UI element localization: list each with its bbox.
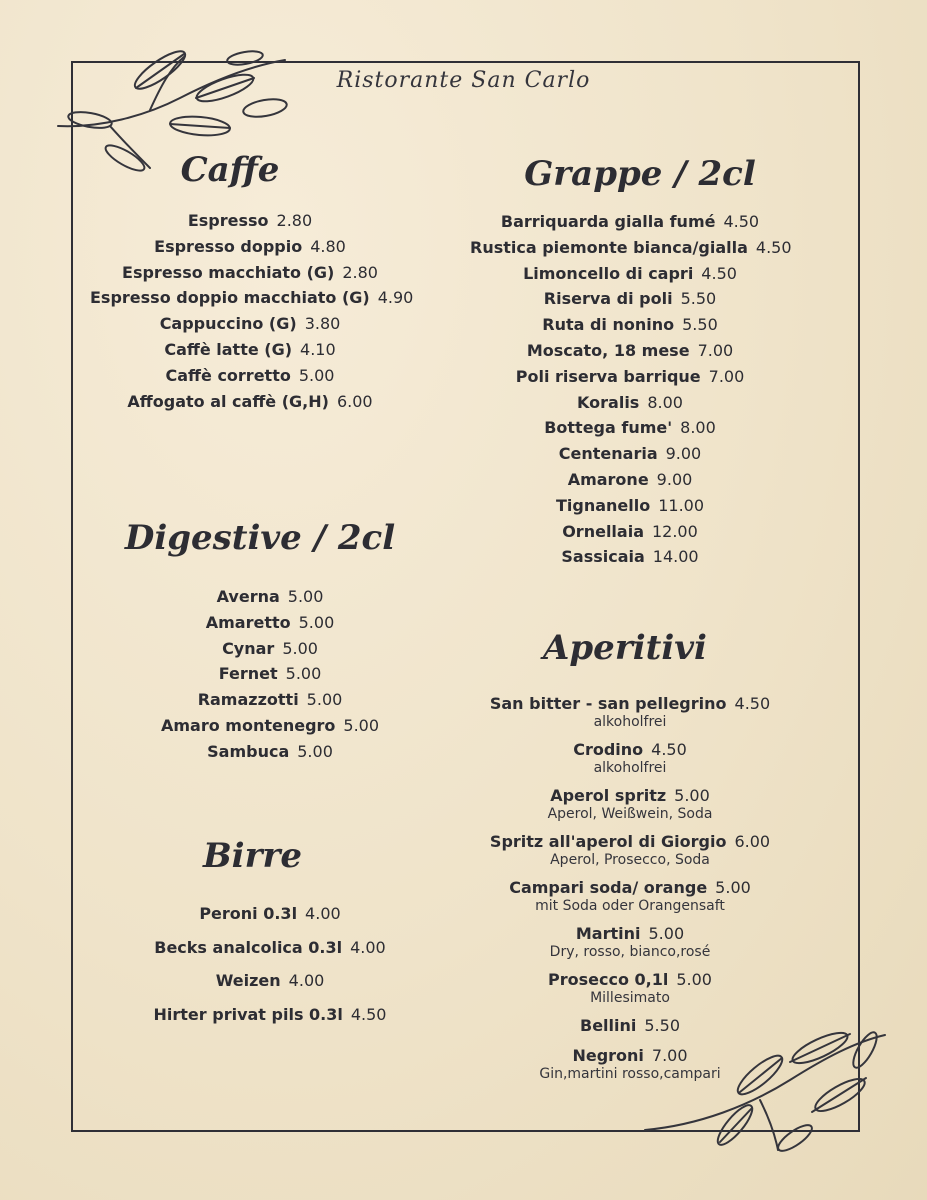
menu-item: [470, 544, 790, 570]
item-name: Moscato, 18 mese: [526, 340, 690, 360]
item-name: Limoncello di capri: [523, 263, 694, 283]
item-name: Becks analcolica 0.3l: [154, 937, 343, 957]
item-name: Negroni: [572, 1046, 644, 1065]
item-price: 5.00: [285, 664, 322, 684]
menu-item: [120, 931, 420, 965]
item-price: 9.00: [656, 469, 693, 489]
item-price: 7.00: [651, 1046, 688, 1065]
menu-item: [470, 786, 790, 822]
item-name: Ramazzotti: [197, 690, 299, 710]
item-price: 4.10: [300, 339, 336, 359]
item-price: 4.00: [288, 971, 325, 990]
menu-item: [120, 636, 420, 662]
item-price: 5.00: [648, 924, 685, 943]
menu-item: [470, 364, 790, 390]
item-name: Peroni 0.3l: [199, 904, 298, 923]
menu-item: [120, 661, 420, 687]
item-price: 5.00: [298, 612, 335, 632]
item-name: Amaro montenegro: [160, 715, 336, 735]
item-name: Barriquarda gialla fumé: [500, 212, 716, 231]
item-price: 12.00: [651, 521, 698, 541]
menu-item: [120, 998, 420, 1032]
item-price: 5.00: [297, 741, 333, 761]
item-name: Espresso: [187, 211, 269, 230]
item-price: 8.00: [647, 392, 683, 412]
item-price: 11.00: [658, 495, 705, 515]
item-name: Sassicaia: [561, 547, 645, 567]
item-price: 4.90: [377, 288, 414, 308]
item-name: Poli riserva barrique: [515, 366, 701, 386]
item-price: 3.80: [304, 314, 341, 334]
menu-item: [90, 260, 410, 286]
item-description: Gin,martini rosso,campari: [539, 1066, 721, 1082]
item-price: 14.00: [652, 547, 699, 567]
item-name: Crodino: [573, 740, 644, 759]
item-description: alkoholfrei: [593, 714, 667, 730]
item-price: 5.50: [644, 1016, 680, 1035]
menu-item: [470, 878, 790, 914]
item-name: Caffè corretto: [165, 365, 291, 385]
item-description: Aperol, Prosecco, Soda: [550, 852, 710, 868]
item-price: 5.50: [680, 289, 717, 309]
item-price: 5.50: [682, 315, 718, 335]
menu-item: [90, 311, 410, 337]
menu-item: [90, 208, 410, 234]
menu-item: [470, 493, 790, 519]
menu-item: [120, 687, 420, 713]
digestive-section: [120, 516, 420, 765]
menu-item: [120, 610, 420, 636]
menu-item: [470, 415, 790, 441]
item-name: Ruta di nonino: [542, 315, 675, 335]
item-name: Riserva di poli: [543, 289, 673, 309]
item-name: San bitter - san pellegrino: [489, 694, 727, 713]
item-name: Espresso macchiato (G): [122, 262, 335, 282]
item-price: 4.00: [350, 937, 386, 957]
birre-list: [120, 897, 420, 1031]
menu-item: [470, 1016, 790, 1036]
aperitivi-section: [470, 626, 790, 1092]
item-name: Sambuca: [207, 741, 290, 761]
item-price: 8.00: [680, 418, 716, 438]
item-name: Caffè latte (G): [164, 339, 293, 359]
menu-item: [470, 286, 790, 312]
caffe-heading: Caffe: [180, 150, 280, 190]
menu-item: [470, 740, 790, 776]
menu-item: [470, 390, 790, 416]
item-price: 4.00: [305, 904, 341, 923]
item-name: Ornellaia: [562, 521, 644, 541]
menu-item: [470, 519, 790, 545]
item-description: Millesimato: [590, 990, 670, 1006]
grappe-section: [470, 152, 790, 570]
menu-item: [470, 467, 790, 493]
grappe-list: [470, 209, 790, 570]
item-price: 4.50: [734, 694, 771, 713]
caffe-list: [90, 208, 414, 414]
item-price: 9.00: [665, 444, 702, 464]
item-name: Bellini: [580, 1016, 637, 1035]
item-price: 5.00: [676, 970, 712, 989]
item-name: Cappuccino (G): [159, 314, 297, 334]
menu-item: [470, 832, 790, 868]
restaurant-name: Ristorante San Carlo: [336, 68, 591, 93]
menu-item: [470, 235, 790, 261]
item-price: 5.00: [287, 587, 324, 606]
menu-item: [120, 897, 420, 931]
item-price: 2.80: [342, 262, 378, 282]
item-name: Prosecco 0,1l: [548, 970, 669, 989]
aperitivi-heading: Aperitivi: [543, 628, 707, 668]
item-price: 4.80: [310, 236, 346, 256]
item-price: 7.00: [697, 340, 734, 360]
item-name: Fernet: [218, 664, 278, 684]
item-description: alkoholfrei: [593, 760, 667, 776]
item-price: 5.00: [715, 878, 751, 897]
digestive-heading: Digestive / 2cl: [124, 518, 396, 558]
item-name: Campari soda/ orange: [509, 878, 708, 897]
item-price: 4.50: [651, 740, 687, 759]
item-name: Centenaria: [558, 444, 658, 464]
menu-item: [470, 441, 790, 467]
item-price: 4.50: [701, 263, 737, 283]
menu-item: [470, 209, 790, 235]
item-name: Affogato al caffè (G,H): [127, 391, 329, 411]
item-name: Aperol spritz: [550, 786, 667, 805]
menu-item: [120, 584, 420, 610]
menu-item: [470, 1046, 790, 1082]
item-name: Amaretto: [205, 612, 291, 632]
item-price: 2.80: [276, 211, 313, 230]
birre-section: [120, 834, 420, 1031]
item-price: 6.00: [336, 391, 373, 411]
menu-item: [470, 924, 790, 960]
item-price: 5.00: [298, 365, 335, 385]
menu-item: [90, 234, 410, 260]
menu-item: [90, 337, 410, 363]
item-name: Cynar: [222, 638, 275, 658]
menu-item: [120, 739, 420, 765]
menu-item: [470, 338, 790, 364]
item-name: Rustica piemonte bianca/gialla: [470, 237, 748, 257]
caffe-section: [90, 148, 414, 414]
menu-item: [120, 713, 420, 739]
item-price: 6.00: [734, 832, 771, 851]
item-name: Martini: [575, 924, 641, 943]
item-description: Aperol, Weißwein, Soda: [547, 806, 713, 822]
item-name: Bottega fume': [544, 418, 673, 438]
menu-item: [470, 970, 790, 1006]
item-price: 5.00: [282, 638, 318, 658]
item-name: Tignanello: [555, 495, 651, 515]
item-price: 7.00: [708, 366, 745, 386]
birre-heading: Birre: [202, 836, 303, 876]
menu-item: [470, 694, 790, 730]
item-price: 4.50: [723, 212, 760, 231]
menu-item: [470, 261, 790, 287]
item-name: Averna: [216, 587, 280, 606]
item-description: Dry, rosso, bianco,rosé: [549, 944, 711, 960]
item-description: mit Soda oder Orangensaft: [535, 898, 725, 914]
item-price: 5.00: [674, 786, 710, 805]
item-price: 5.00: [343, 715, 380, 735]
item-name: Weizen: [215, 971, 281, 990]
digestive-list: [120, 584, 420, 765]
grappe-heading: Grappe / 2cl: [524, 154, 756, 194]
item-name: Koralis: [577, 392, 640, 412]
menu-item: [90, 285, 414, 311]
item-price: 5.00: [306, 690, 343, 710]
item-name: Espresso doppio: [154, 236, 303, 256]
menu-item: [470, 312, 790, 338]
item-price: 4.50: [350, 1004, 387, 1024]
item-name: Spritz all'aperol di Giorgio: [489, 832, 727, 851]
item-name: Amarone: [567, 469, 649, 489]
item-name: Espresso doppio macchiato (G): [90, 288, 370, 308]
menu-item: [90, 363, 410, 389]
item-price: 4.50: [755, 237, 792, 257]
aperitivi-list: [470, 694, 790, 1082]
menu-item: [90, 389, 410, 415]
item-name: Hirter privat pils 0.3l: [153, 1004, 343, 1024]
menu-item: [120, 964, 420, 998]
